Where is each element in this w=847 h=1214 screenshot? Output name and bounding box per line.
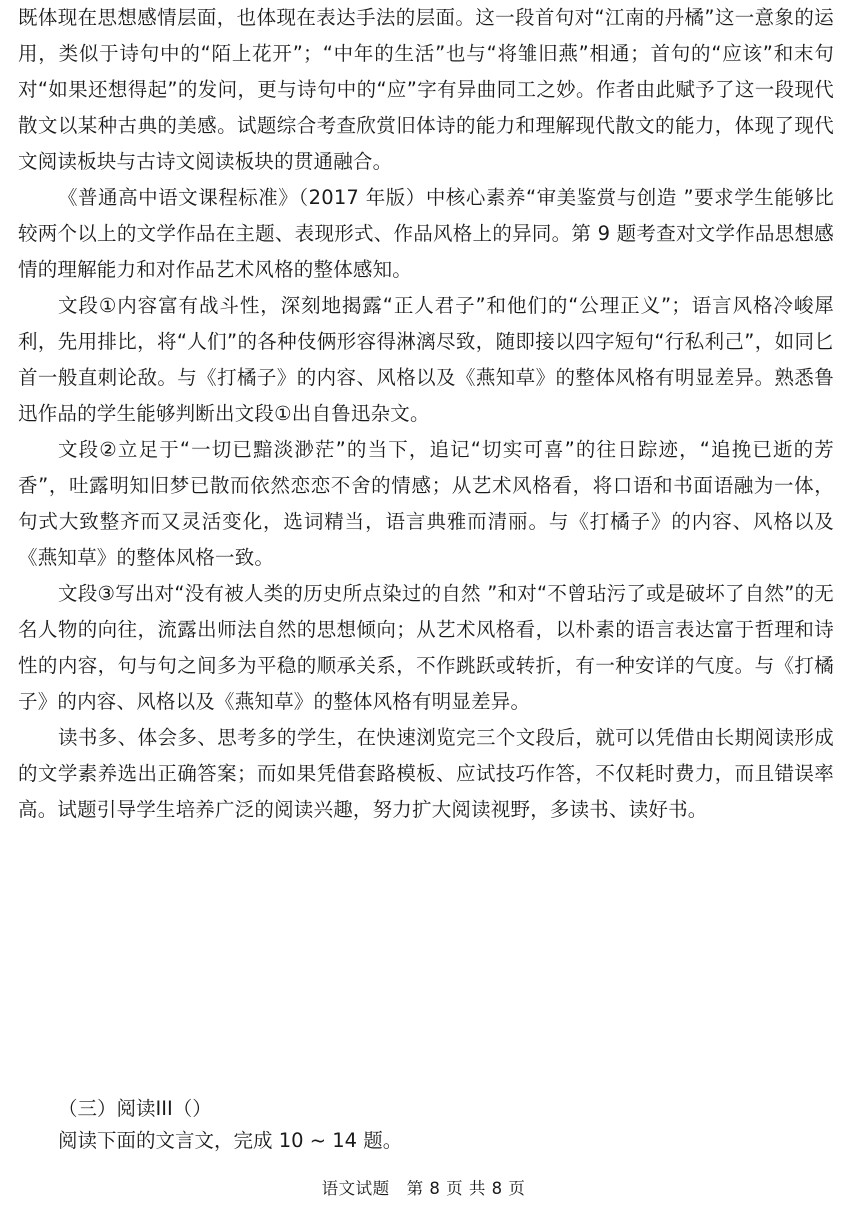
section-instruction: 阅读下面的文言文，完成 10 ~ 14 题。 — [58, 1129, 403, 1152]
page-footer: 语文试题 第 8 页 共 8 页 — [321, 1179, 526, 1198]
paragraph-5: 文段③写出对“没有被人类的历史所点染过的自然 ”和对“不曾玷污了或是破坏了自然”的无名人物的向往，流露出师法自然的思想倾向；从艺术风格看，以朴素的语言表达富于哲理和诗性的内容，句与句之间多为平稳的顺承关系，不作跳跃或转折，有一种安详的气度。与《打橘子》的内容、风格以及《燕知草》的整体风格有明显差异。 — [18, 582, 834, 713]
paragraph-4: 文段②立足于“一切已黯淡渺茫”的当下，追记“切实可喜”的往日踪迹，“追挽已逝的芳香”，吐露明知旧梦已散而依然恋恋不舍的情感；从艺术风格看，将口语和书面语融为一体，句式大致整齐而又灵活变化，选词精当，语言典雅而清丽。与《打橘子》的内容、风格以及《燕知草》的整体风格一致。 — [18, 438, 834, 569]
paragraph-6: 读书多、体会多、思考多的学生，在快速浏览完三个文段后，就可以凭借由长期阅读形成的文学素养选出正确答案；而如果凭借套路模板、应试技巧作答，不仅耗时费力，而且错误率高。试题引导学生培养广泛的阅读兴趣，努力扩大阅读视野，多读书、读好书。 — [18, 726, 834, 821]
paragraph-1: 既体现在思想感情层面，也体现在表达手法的层面。这一段首句对“江南的丹橘”这一意象的运用，类似于诗句中的“陌上花开”；“中年的生活”也与“将雏旧燕”相通；首句的“应该”和末句对“如果还想得起”的发问，更与诗句中的“应”字有异曲同工之妙。作者由此赋予了这一段现代散文以某种古典的美感。试题综合考查欣赏旧体诗的能力和理解现代散文的能力，体现了现代文阅读板块与古诗文阅读板块的贯通融合。 — [18, 6, 834, 173]
section-title: （三）阅读III（） — [58, 1097, 212, 1120]
reading-section — [58, 1093, 818, 1157]
paragraph-2: 《普通高中语文课程标准》（2017 年版）中核心素养“审美鉴赏与创造 ”要求学生能够比较两个以上的文学作品在主题、表现形式、作品风格上的异同。第 9 题考查对文学作品思想感情的理解能力和对作品艺术风格的整体感知。 — [18, 186, 834, 281]
body-text — [18, 0, 834, 828]
paragraph-3: 文段①内容富有战斗性，深刻地揭露“正人君子”和他们的“公理正义”；语言风格冷峻犀利，先用排比，将“人们”的各种伎俩形容得淋漓尽致，随即接以四字短句“行私利己”，如同匕首一般直刺论敌。与《打橘子》的内容、风格以及《燕知草》的整体风格有明显差异。熟悉鲁迅作品的学生能够判断出文段①出自鲁迅杂文。 — [18, 294, 834, 425]
